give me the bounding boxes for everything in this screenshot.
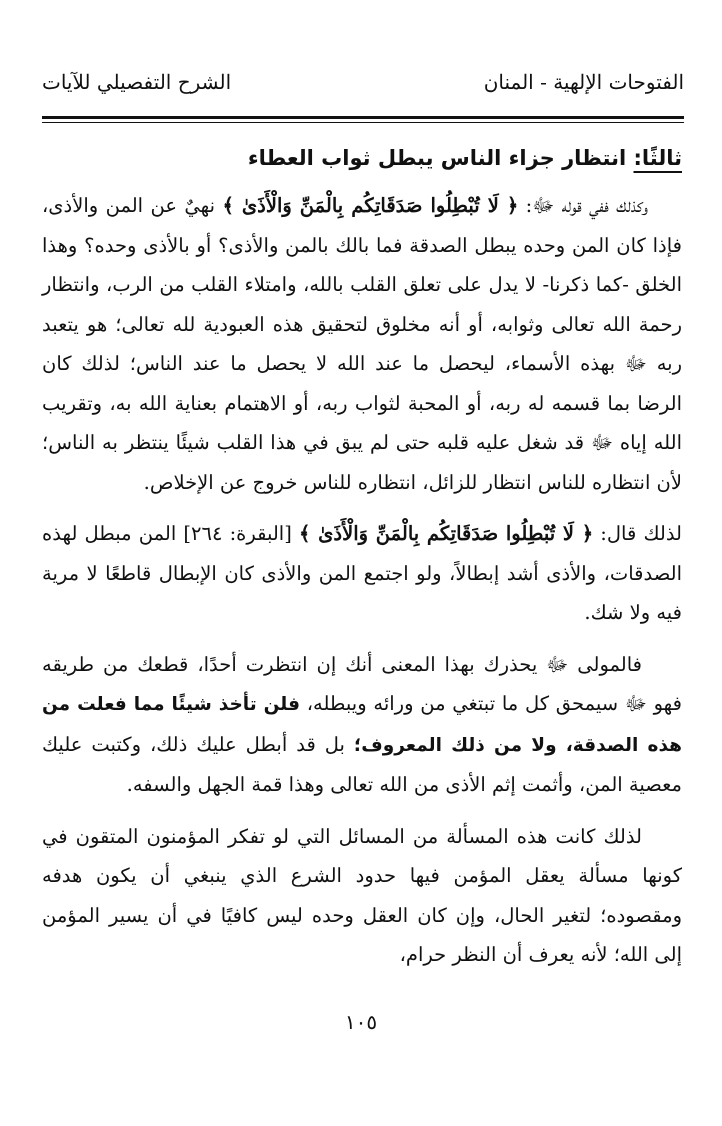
paragraph-2: [42, 514, 682, 633]
paragraph-4: لذلك كانت هذه المسألة من المسائل التي لو تفكر المؤمنون المتقون في كونها مسألة يعقل المؤمن فيها حدود الشرع الذي ينبغي أن يكون هدفه ومقصوده؛ لتغير الحال، وإن كان العقل وحده ليس كافيًا في أن يسير المؤمن إلى الله؛ لأنه يعرف أن النظر حرام،: [42, 824, 682, 966]
paragraph-1-intro: وكذلك ففي قوله ﷻ:: [518, 194, 648, 217]
header-rule-thin: [42, 122, 684, 123]
page-number: ١٠٥: [344, 1010, 378, 1034]
paragraph-1: [42, 186, 682, 502]
running-header: [42, 64, 684, 100]
page-body: [42, 136, 682, 987]
header-rule-thick: [42, 116, 684, 119]
section-heading-text: انتظار جزاء الناس يبطل ثواب العطاء: [247, 146, 627, 170]
paragraph-3: [42, 645, 682, 805]
paragraph-3-emphasis: فلن تأخذ شيئًا مما فعلت من هذه الصدقة، ولا من ذلك المعروف؛: [42, 694, 682, 756]
paragraph-3-intro: فالمولى ﷻ يحذرك بهذا المعنى أنك إن انتظرت أحدًا، قطعك من طريقه فهو ﷻ سيمحق كل ما تبتغي من ورائه ويبطله،: [42, 652, 682, 715]
quranic-quote: ﴿ لَا تُبْطِلُوا صَدَقَاتِكُم بِالْمَنِّ وَالْأَذَىٰ ﴾: [222, 194, 519, 217]
paragraph-2-intro: لذلك قال:: [593, 522, 682, 545]
quranic-quote: ﴿ لَا تُبْطِلُوا صَدَقَاتِكُم بِالْمَنِّ وَالْأَذَىٰ ﴾: [298, 522, 594, 545]
header-book-title: الفتوحات الإلهية - المنان: [483, 70, 684, 94]
section-heading: [42, 136, 682, 180]
paragraph-2-text: [البقرة: ٢٦٤] المن مبطل لهذه الصدقات، والأذى أشد إبطالاً، ولو اجتمع المن والأذى كان الإبطال قاطعًا لا مرية فيه ولا شك.: [42, 522, 682, 624]
paragraph-3-text: بل قد أبطل عليك ذلك، وكتبت عليك معصية المن، وأثمت إثم الأذى من الله تعالى وهذا قمة الجهل والسفه.: [42, 732, 682, 796]
section-label: ثالثًا:: [633, 146, 682, 170]
header-section-title: الشرح التفصيلي للآيات: [42, 70, 232, 94]
paragraph-1-text: نهيٌ عن المن والأذى، فإذا كان المن وحده يبطل الصدقة فما بالك بالمن والأذى؟ أو بالأذى وحده؟ وهذا الخلق -كما ذكرنا- لا يدل على تعلق القلب بالله، وامتلاء القلب من الرب، وانتظار رحمة الله تعالى وثوابه، أو أنه مخلوق لتحقيق هذه العبودية لله تعالى؛ هو يتعبد ربه ﷻ بهذه الأسماء، ليحصل ما عند الله لا يحصل ما عند الناس؛ لذلك كان الرضا بما قسمه له ربه، أو المحبة لثواب ربه، أو الاهتمام بعناية الله به، وتقريب الله إياه ﷻ قد شغل عليه قلبه حتى لم يبق في هذا القلب شيئًا ينتظر به الناس؛ لأن انتظاره للناس انتظار للزائل، انتظاره للناس خروج عن الإخلاص.: [42, 194, 682, 494]
